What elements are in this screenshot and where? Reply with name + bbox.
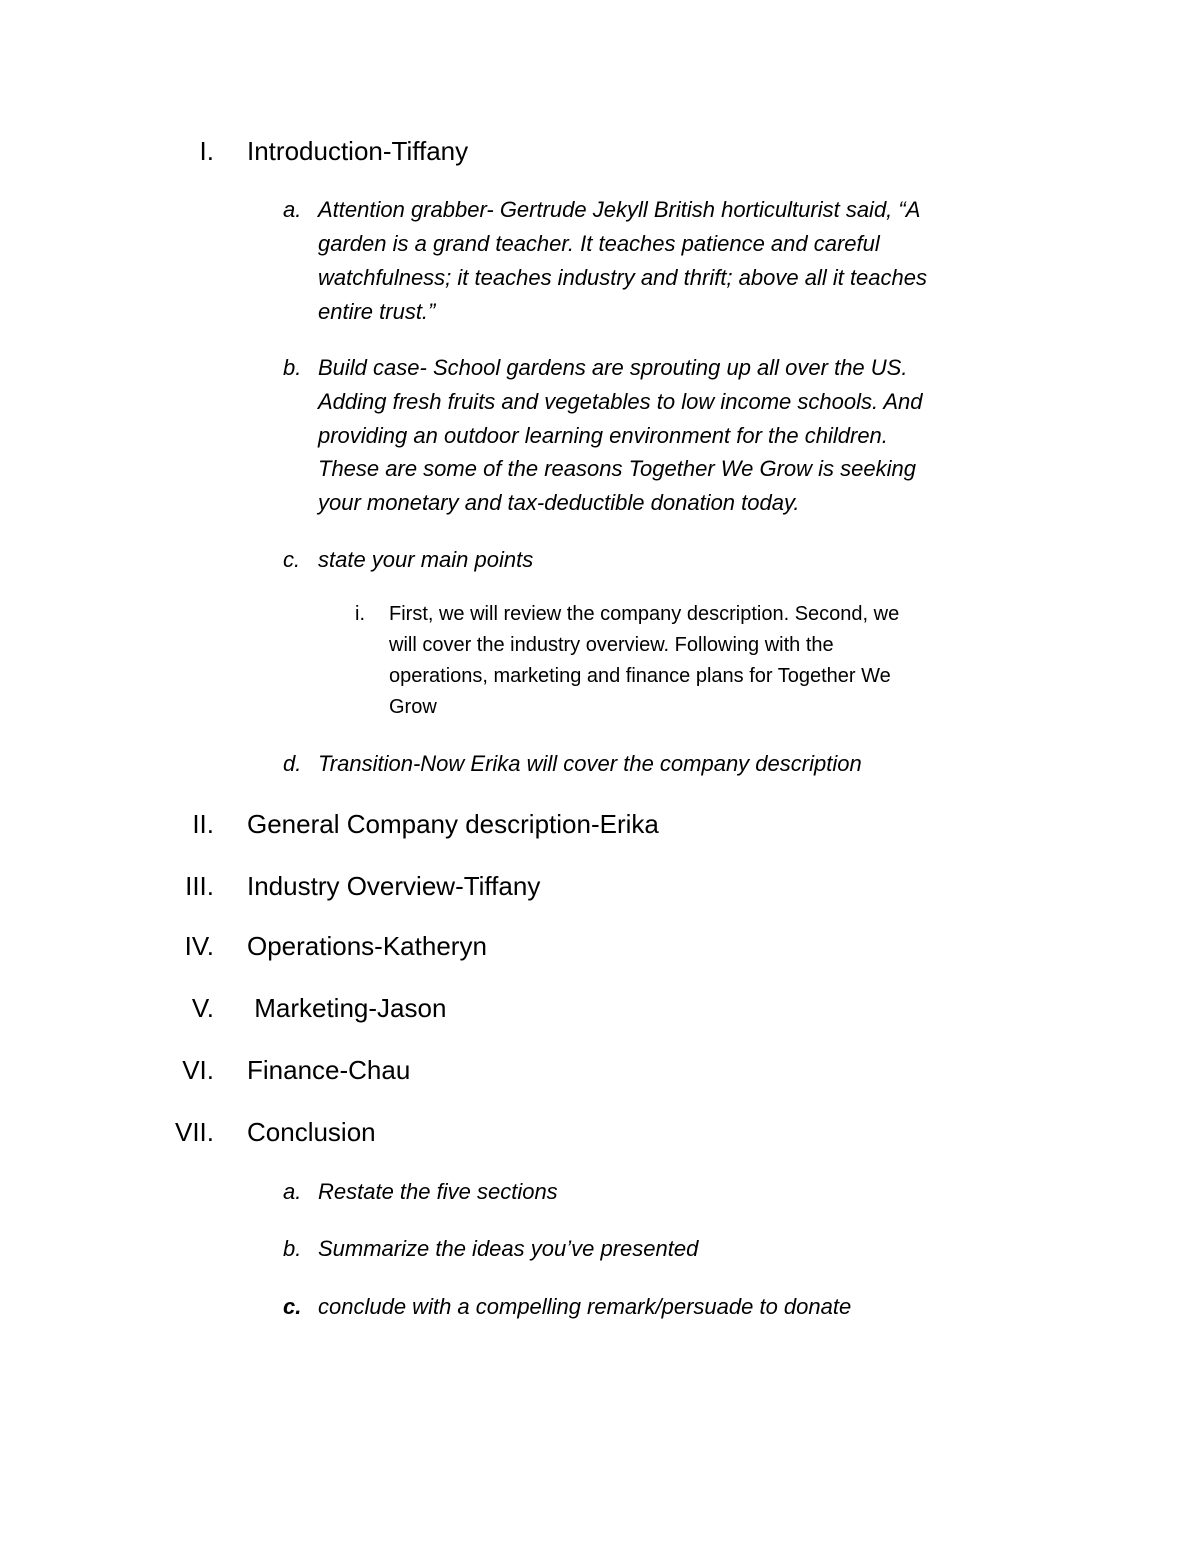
- subitem-letter: a.: [283, 1179, 302, 1204]
- section-number: VII.: [174, 1117, 214, 1147]
- section-number: I.: [199, 136, 214, 166]
- section-title: General Company description-Erika: [247, 809, 659, 839]
- subsubitem-number: i.: [355, 603, 365, 625]
- subsubitem-text-line: will cover the industry overview. Following with the: [389, 634, 834, 656]
- section-number: V.: [191, 993, 214, 1023]
- section-number: II.: [192, 809, 214, 839]
- subitem-text: conclude with a compelling remark/persuade to donate: [318, 1294, 852, 1319]
- subitem-letter: d.: [283, 751, 302, 776]
- subitem-text: state your main points: [318, 547, 534, 572]
- section-number: VI.: [182, 1055, 214, 1085]
- section-number: III.: [185, 871, 214, 901]
- subitem-letter: c.: [283, 547, 301, 572]
- subsubitem-text-line: Grow: [389, 696, 437, 718]
- section-title: Operations-Katheryn: [247, 931, 487, 961]
- subsubitem-text-line: operations, marketing and finance plans for Together We: [389, 665, 891, 687]
- subsubitem-text-line: First, we will review the company description. Second, we: [389, 603, 900, 625]
- section-title: Industry Overview-Tiffany: [247, 871, 541, 901]
- section-number: IV.: [184, 931, 214, 961]
- subitem-text: Transition-Now Erika will cover the company description: [318, 751, 862, 776]
- section-title: Conclusion: [247, 1117, 376, 1147]
- subitem-text-line: Attention grabber- Gertrude Jekyll British horticulturist said, “A: [318, 197, 921, 222]
- subitem-text-line: Adding fresh fruits and vegetables to low income schools. And: [318, 389, 923, 414]
- subitem-letter: a.: [283, 197, 302, 222]
- section-title: Marketing-Jason: [247, 993, 447, 1023]
- subitem-text-line: entire trust.”: [318, 299, 436, 324]
- subitem-text: Restate the five sections: [318, 1179, 558, 1204]
- subitem-text-line: These are some of the reasons Together We Grow is seeking: [318, 456, 916, 481]
- subitem-letter: b.: [283, 1236, 302, 1261]
- subitem-letter: b.: [283, 355, 302, 380]
- subitem-text-line: providing an outdoor learning environment for the children.: [318, 423, 888, 448]
- subitem-text: Summarize the ideas you’ve presented: [318, 1236, 699, 1261]
- section-title: Introduction-Tiffany: [247, 136, 469, 166]
- subitem-text-line: watchfulness; it teaches industry and thrift; above all it teaches: [318, 265, 927, 290]
- subitem-text-line: garden is a grand teacher. It teaches patience and careful: [318, 231, 880, 256]
- section-title: Finance-Chau: [247, 1055, 411, 1085]
- subitem-letter: c.: [283, 1294, 302, 1319]
- subitem-text-line: Build case- School gardens are sprouting up all over the US.: [318, 355, 908, 380]
- subitem-text-line: your monetary and tax-deductible donation today.: [318, 490, 800, 515]
